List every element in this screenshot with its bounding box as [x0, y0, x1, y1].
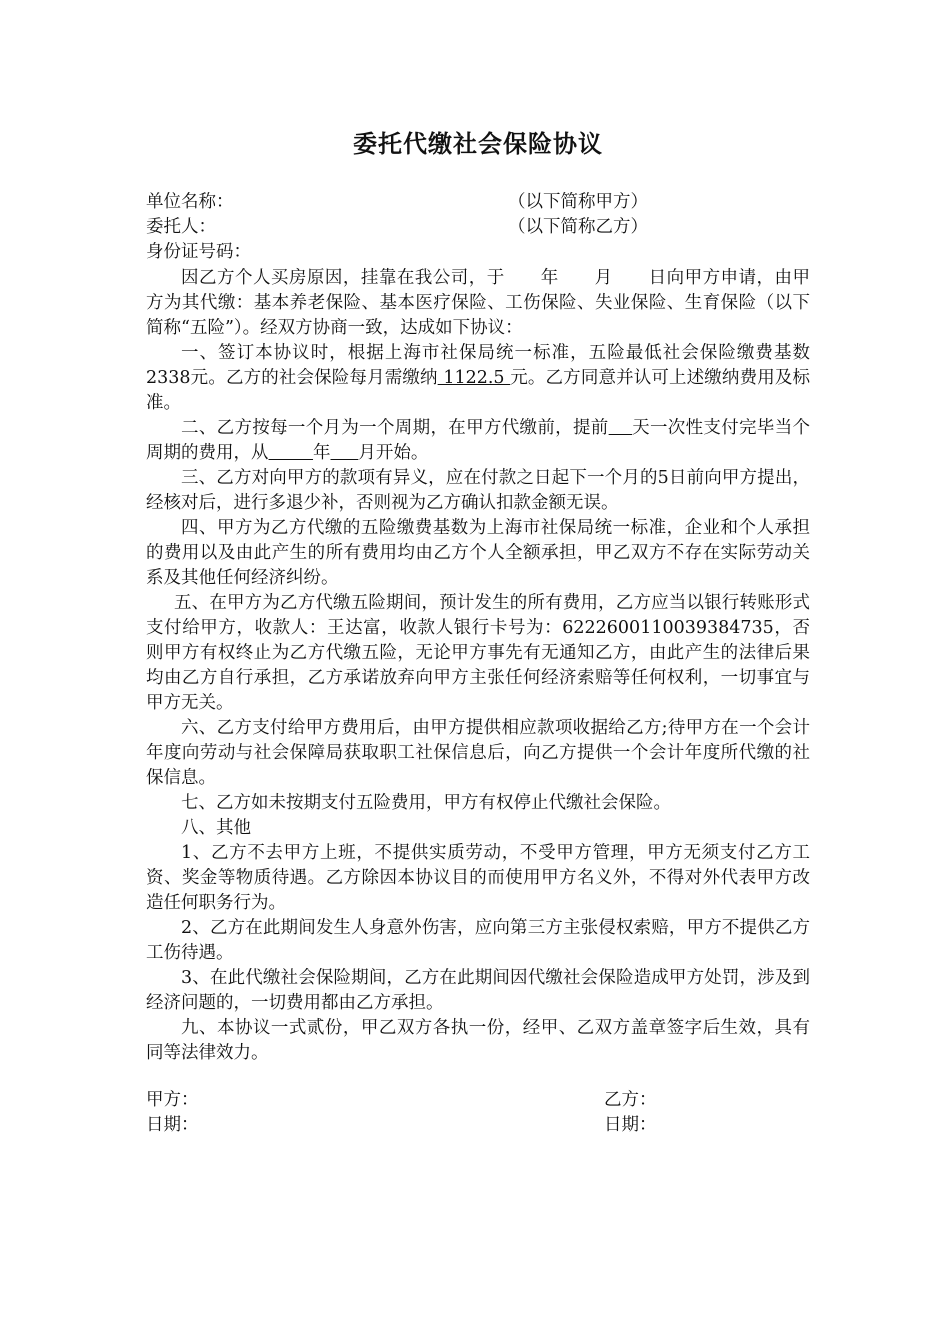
principal-row [146, 215, 810, 240]
days-blank [609, 418, 633, 438]
principal-note: （以下简称乙方） [508, 217, 648, 237]
agreement-body [146, 266, 810, 1066]
signature-row [146, 1088, 810, 1113]
id-row [146, 240, 810, 265]
clause-8-3: 3、在此代缴社会保险期间，乙方在此期间因代缴社会保险造成甲方处罚，涉及到经济问题的，一切费用都由乙方承担。 [146, 968, 810, 1013]
unit-label: 单位名称： [146, 192, 234, 212]
clause-2-text-d: 月开始。 [358, 443, 429, 463]
clause-8-2: 2、乙方在此期间发生人身意外伤害，应向第三方主张侵权索赔，甲方不提供乙方工伤待遇。 [146, 918, 810, 963]
clause-1 [146, 341, 810, 416]
clause-6: 六、乙方支付给甲方费用后，由甲方提供相应款项收据给乙方;待甲方在一个会计年度向劳动与社会保障局获取职工社保信息后，向乙方提供一个会计年度所代缴的社保信息。 [146, 718, 810, 788]
unit-note: （以下简称甲方） [508, 192, 648, 212]
clause-5: 五、在甲方为乙方代缴五险期间，预计发生的所有费用，乙方应当以银行转账形式支付给甲方，收款人：王达富，收款人银行卡号为：6222600110039384735，否则甲方有权终止为乙方代缴五险，无论甲方事先有无通知乙方，由此产生的法律后果均由乙方自行承担，乙方承诺放弃向甲方主张任何经济索赔等任何权利，一切事宜与甲方无关。 [146, 593, 810, 713]
party-header [146, 190, 810, 265]
clause-9: 九、本协议一式贰份，甲乙双方各执一份，经甲、乙双方盖章签字后生效，具有同等法律效力。 [146, 1018, 810, 1063]
party-b-date-label: 日期： [604, 1115, 657, 1135]
clause-1-text-a: 一、签订本协议时，根据上海市社保局统一标准，五险最低社会保险缴费基数2338元。乙方的社会保险每月需缴纳 [146, 343, 810, 388]
party-a-signature-label: 甲方： [146, 1090, 199, 1110]
unit-row [146, 190, 810, 215]
clause-2-text-b: 天一次性支付完毕当个周期的费用，从 [146, 418, 811, 463]
clause-2-text-a: 二、乙方按每一个月为一个周期，在甲方代缴前，提前 [181, 418, 609, 438]
party-a-date-label: 日期： [146, 1115, 199, 1135]
year-blank [269, 443, 314, 463]
month-blank [331, 443, 359, 463]
document-title: 委托代缴社会保险协议 [353, 129, 603, 158]
id-label: 身份证号码： [146, 242, 251, 262]
clause-2 [146, 416, 810, 466]
clause-4: 四、甲方为乙方代缴的五险缴费基数为上海市社保局统一标准，企业和个人承担的费用以及由此产生的所有费用均由乙方个人全额承担，甲乙双方不存在实际劳动关系及其他任何经济纠纷。 [146, 518, 810, 588]
monthly-amount: 1122.5 [437, 368, 511, 388]
principal-label: 委托人： [146, 217, 216, 237]
clause-8-1: 1、乙方不去甲方上班，不提供实质劳动，不受甲方管理，甲方无须支付乙方工资、奖金等物质待遇。乙方除因本协议目的而使用甲方名义外，不得对外代表甲方改造任何职务行为。 [146, 843, 810, 913]
clause-2-text-c: 年 [313, 443, 331, 463]
clause-3: 三、乙方对向甲方的款项有异义，应在付款之日起下一个月的5日前向甲方提出，经核对后，进行多退少补，否则视为乙方确认扣款金额无误。 [146, 468, 810, 513]
date-row [146, 1113, 810, 1138]
signature-block [146, 1088, 810, 1138]
party-b-signature-label: 乙方： [604, 1090, 657, 1110]
clause-8: 八、其他 [181, 818, 251, 838]
clause-7: 七、乙方如未按期支付五险费用，甲方有权停止代缴社会保险。 [181, 793, 671, 813]
clause-1-text-b: 元。乙方同意并认可上述缴纳费用及标准。 [146, 368, 810, 413]
intro-paragraph: 因乙方个人买房原因，挂靠在我公司，于 年 月 日向甲方申请，由甲方为其代缴：基本养老保险、基本医疗保险、工伤保险、失业保险、生育保险（以下简称“五险”）。经双方协商一致，达成如下协议： [146, 268, 810, 338]
